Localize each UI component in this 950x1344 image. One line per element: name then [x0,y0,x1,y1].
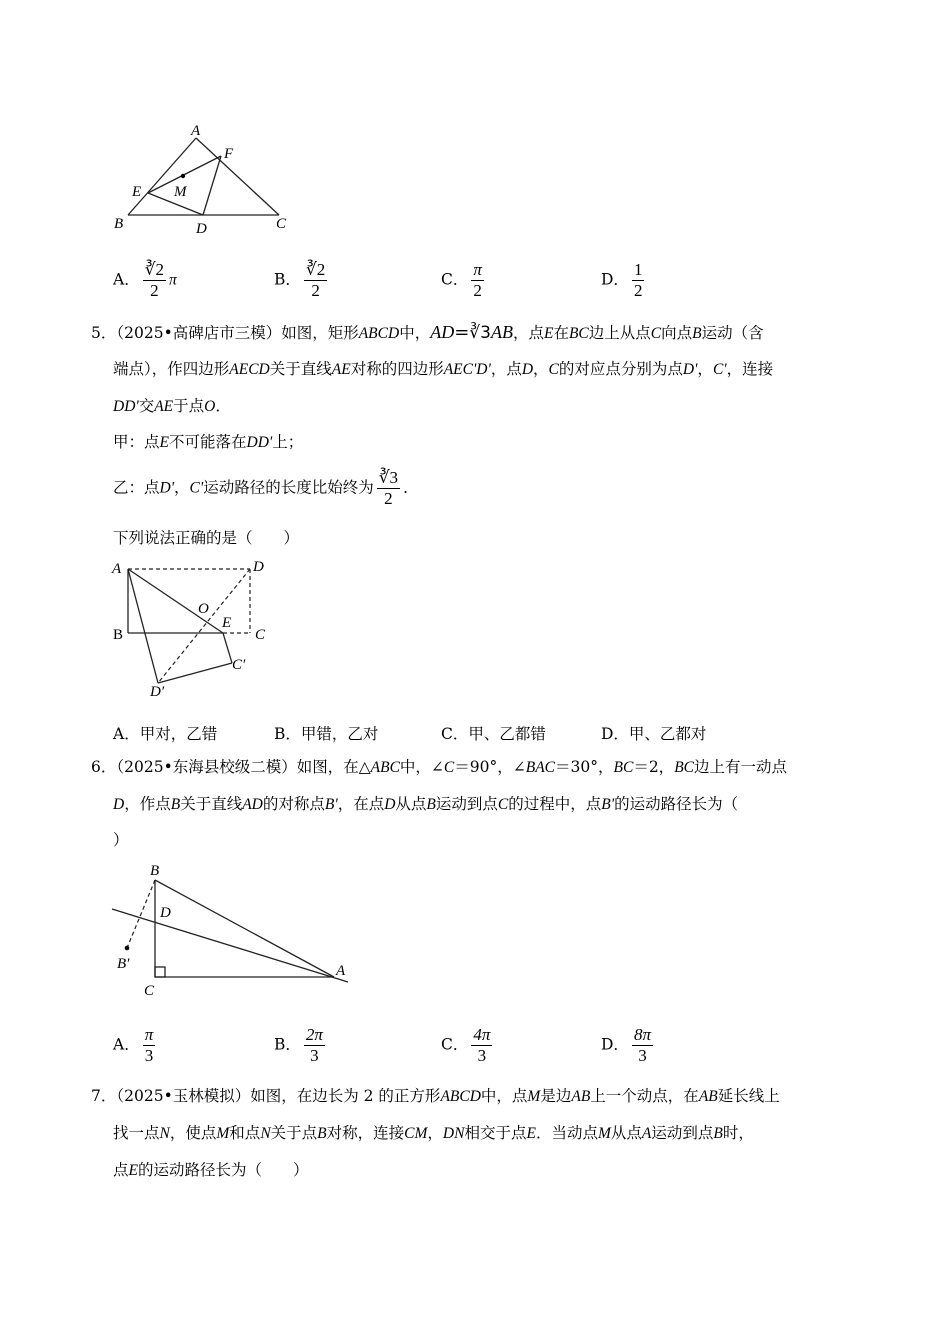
option-letter: A． [113,1035,140,1054]
option-letter: C． [441,1035,469,1054]
fraction: $\frac{∛3}{2}$ [378,468,399,508]
label-b: B [150,863,160,879]
fraction: $\frac{4\pi}{3}$ [473,1025,491,1065]
figure-triangle-abc-efd [108,118,298,238]
q5-option-b[interactable]: B．甲错，乙对 [274,725,379,743]
label-e: E [132,184,142,200]
q5-statement-yi: 乙：点D'，C'运动路径的长度比始终为 $\frac{∛3}{2}$ ． [113,468,419,508]
point-b-prime [125,946,130,951]
fraction: $\frac{2\pi}{3}$ [305,1025,323,1065]
label-b: B [113,627,124,643]
q6-line-3: ） [113,831,129,849]
q7-line-1: 7．（2025•玉林模拟）如图，在边长为 2 的正方形ABCD中，点M是边AB上一个动点，在AB延长线上 [91,1087,780,1105]
q6-option-c[interactable] [441,1025,495,1066]
option-letter: B． [274,1035,301,1054]
q6-line-1: 6．（2025•东海县校级二模）如图，在△ABC中，∠C＝90°，∠BAC＝30°，BC＝2，BC边上有一动点 [91,758,788,776]
label-d: D [160,905,171,921]
q4-option-a[interactable]: A． $\frac{∛2}{2}$ π [113,260,177,300]
q7-line-3: 点E的运动路径长为（ ） [113,1161,309,1179]
fraction: $\frac{∛2}{2}$ [144,260,165,300]
q4-option-c[interactable] [441,260,487,301]
label-d-prime: D′ [150,684,165,700]
q4-option-d[interactable] [601,260,647,301]
label-c: C [255,627,266,643]
fraction: $\frac{\pi}{2}$ [473,260,482,300]
q5-statement-jia: 甲：点E不可能落在DD'上； [113,433,304,451]
label-c: C [276,216,287,232]
q5-line-3: DD'交AE于点O． [113,397,231,415]
label-o: O [198,601,209,617]
q5-ask: 下列说法正确的是（ ） [113,529,300,547]
q7-line-2: 找一点N，使点M和点N关于点B对称，连接CM，DN相交于点E．当动点M从点A运动到点B时， [113,1124,754,1142]
label-a: A [191,123,201,139]
q4-option-b[interactable] [274,260,330,301]
fraction: $\frac{∛2}{2}$ [305,260,326,300]
q6-line-2: D，作点B关于直线AD的对称点B'，在点D从点B运动到点C的过程中，点B'的运动路径长为（ [113,795,739,813]
option-letter: A． [113,270,140,289]
option-letter: D． [601,1035,629,1054]
dashed-bb-prime [127,880,155,948]
label-c-prime: C′ [232,657,246,673]
fraction: $\frac{\pi}{3}$ [144,1025,154,1065]
option-letter: D． [601,270,629,289]
label-d: D [196,221,207,237]
label-e: E [222,615,232,631]
q6-option-d[interactable] [601,1025,656,1066]
label-m: M [174,184,187,200]
label-b: B [114,216,124,232]
label-b-prime: B′ [117,956,130,972]
option-letter: B． [274,270,301,289]
q5-line-1: 5．（2025•高碑店市三模）如图，矩形ABCD中，AD=∛3AB，点E在BC边上从点C向点B运动（含 [91,322,764,343]
fraction: $\frac{8\pi}{3}$ [633,1025,651,1065]
figure-right-triangle [108,858,358,1003]
point-m [181,174,185,178]
label-f: F [224,146,234,162]
q5-option-a[interactable]: A．甲对，乙错 [113,725,218,743]
q5-option-c[interactable]: C．甲、乙都错 [441,725,546,743]
fraction: $\frac{1}{2}$ [633,260,643,300]
option-letter: C． [441,270,469,289]
q6-option-b[interactable] [274,1025,328,1066]
q6-option-a[interactable] [113,1025,158,1066]
q5-line-2: 端点），作四边形AECD关于直线AE对称的四边形AEC'D'，点D，C的对应点分别为点D'，C'，连接 [113,360,774,378]
label-d: D [253,559,264,575]
label-a: A [336,963,346,979]
q5-option-d[interactable]: D．甲、乙都对 [601,725,707,743]
figure-rectangle-fold [108,555,283,700]
label-a: A [112,561,122,577]
label-c: C [144,983,155,999]
